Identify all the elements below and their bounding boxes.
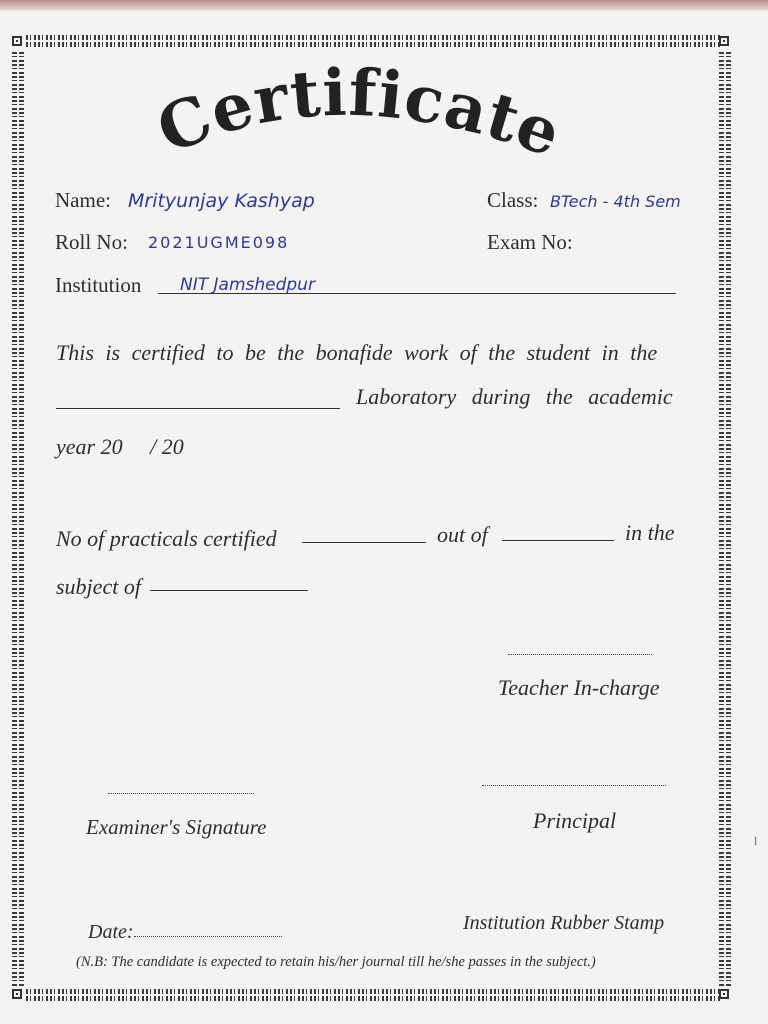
examiner-label: Examiner's Signature — [86, 815, 267, 839]
certificate-title — [150, 60, 610, 180]
class-label: Class: — [487, 188, 539, 212]
teacher-signature-line — [508, 654, 652, 655]
institution-label: Institution — [55, 273, 142, 297]
margin-mark: l — [754, 834, 758, 848]
name-value: Mrityunjay Kashyap — [128, 190, 315, 212]
stamp-label: Institution Rubber Stamp — [463, 912, 665, 934]
subject-text: subject of — [56, 574, 141, 599]
border-corner-bottom-left — [12, 989, 22, 999]
roll-value: 2021UGME098 — [148, 233, 290, 252]
examiner-signature-line — [108, 793, 254, 794]
subject-blank — [150, 590, 308, 591]
practicals-text-a: No of practicals certified — [56, 526, 277, 551]
body-line-2: Laboratory during the academic — [356, 384, 673, 409]
certificate-title-text: Certificate — [150, 60, 571, 173]
roll-label: Roll No: — [55, 230, 128, 254]
border-corner-top-right — [719, 36, 729, 46]
practicals-certified-blank — [302, 542, 426, 543]
border-corner-bottom-right — [719, 989, 729, 999]
practicals-total-blank — [502, 540, 614, 541]
practicals-text-c: in the — [625, 520, 675, 545]
principal-label: Principal — [533, 808, 617, 833]
class-value: BTech - 4th Sem — [550, 192, 681, 211]
principal-signature-line — [482, 785, 666, 786]
border-right — [719, 52, 731, 987]
border-left — [12, 52, 24, 987]
border-bottom — [26, 989, 720, 1001]
exam-label: Exam No: — [487, 230, 573, 254]
date-line — [134, 936, 282, 937]
date-label: Date: — [88, 921, 134, 943]
practicals-text-b: out of — [437, 522, 488, 547]
laboratory-blank — [56, 408, 340, 409]
page-edge-shadow — [0, 0, 768, 12]
footnote: (N.B: The candidate is expected to retain his/her journal till he/she passes in the subject.) — [76, 954, 596, 970]
body-line-1: This is certified to be the bonafide work of the student in the — [56, 340, 658, 365]
border-corner-top-left — [12, 36, 22, 46]
body-line-3: year 20 / 20 — [56, 434, 184, 459]
border-top — [26, 35, 720, 47]
name-label: Name: — [55, 188, 111, 212]
teacher-label: Teacher In-charge — [498, 675, 660, 700]
institution-line — [158, 293, 676, 294]
certificate-title-svg — [150, 60, 610, 180]
institution-value: NIT Jamshedpur — [180, 275, 315, 295]
